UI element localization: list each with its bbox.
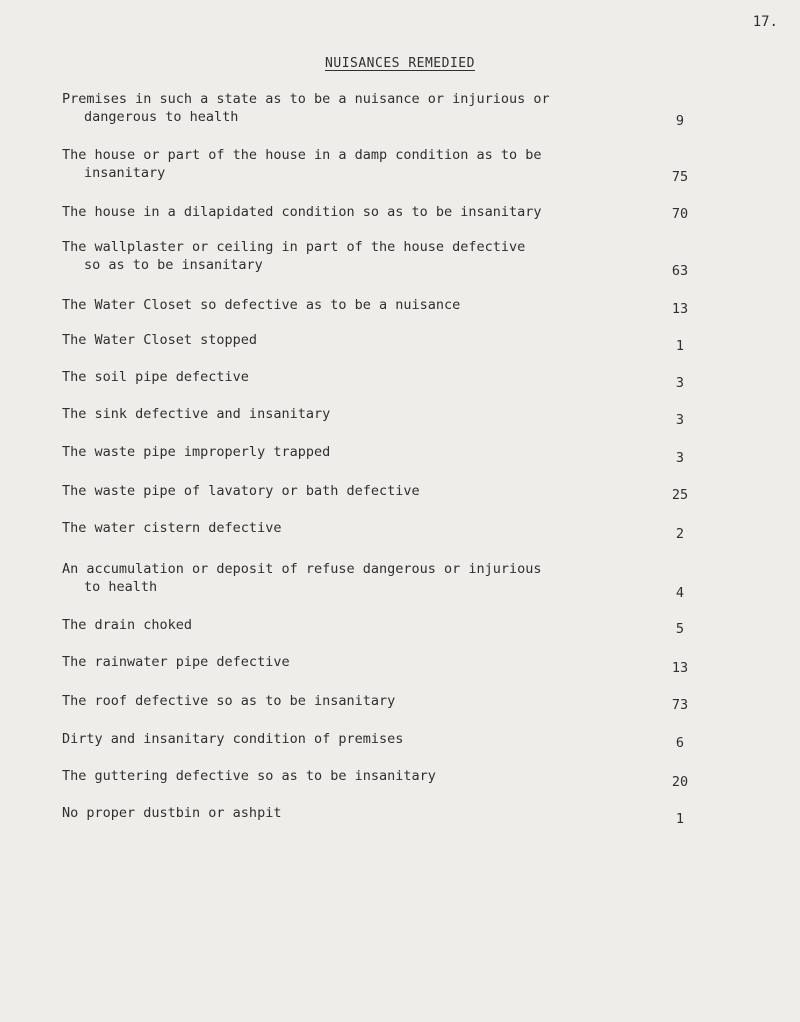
item-line1: The soil pipe defective [62,369,249,385]
item-description [62,804,637,822]
item-description [62,730,637,748]
item-count: 1 [675,811,685,827]
item-line1: The waste pipe of lavatory or bath defective [62,483,420,499]
item-description [62,203,637,221]
item-count: 3 [675,412,685,428]
item-count: 20 [671,774,689,790]
item-line1: The house in a dilapidated condition so as to be insanitary [62,204,542,220]
item-description [62,405,637,423]
item-line1: The house or part of the house in a damp condition as to be [62,147,542,163]
item-count: 3 [675,375,685,391]
item-count: 73 [671,697,689,713]
item-line1: No proper dustbin or ashpit [62,805,282,821]
item-description [62,692,637,710]
item-line1: The Water Closet so defective as to be a nuisance [62,297,461,313]
item-count: 4 [675,585,685,601]
item-count: 13 [671,660,689,676]
item-line1: The roof defective so as to be insanitary [62,693,396,709]
item-line1: The waste pipe improperly trapped [62,444,331,460]
item-count: 9 [675,113,685,129]
item-description [62,331,637,349]
item-line1: The wallplaster or ceiling in part of the house defective [62,239,526,255]
item-count: 25 [671,487,689,503]
item-count: 6 [675,735,685,751]
item-description [62,482,637,500]
item-line1: The water cistern defective [62,520,282,536]
item-count: 75 [671,169,689,185]
item-description [62,653,637,671]
item-line2: to health [84,579,158,595]
item-count: 2 [675,526,685,542]
item-line1: The guttering defective so as to be insanitary [62,768,436,784]
item-line1: The rainwater pipe defective [62,654,290,670]
item-count: 1 [675,338,685,354]
item-description [62,90,637,126]
item-count: 63 [671,263,689,279]
page-title [0,56,800,71]
item-description [62,519,637,537]
item-description [62,238,637,274]
item-line2: dangerous to health [84,109,239,125]
item-line2: insanitary [84,165,166,181]
item-line2: so as to be insanitary [84,257,263,273]
item-description [62,368,637,386]
item-count: 70 [671,206,689,222]
item-description [62,560,637,596]
item-description [62,296,637,314]
item-line1: The sink defective and insanitary [62,406,331,422]
item-description [62,616,637,634]
item-line1: Premises in such a state as to be a nuisance or injurious or [62,91,550,107]
item-count: 13 [671,301,689,317]
item-line1: Dirty and insanitary condition of premises [62,731,404,747]
item-count: 5 [675,621,685,637]
item-description [62,146,637,182]
item-description [62,767,637,785]
item-description [62,443,637,461]
page-title-text: NUISANCES REMEDIED [325,56,475,71]
page-number: 17. [752,14,778,30]
item-line1: An accumulation or deposit of refuse dangerous or injurious [62,561,542,577]
item-count: 3 [675,450,685,466]
item-line1: The Water Closet stopped [62,332,258,348]
item-line1: The drain choked [62,617,193,633]
